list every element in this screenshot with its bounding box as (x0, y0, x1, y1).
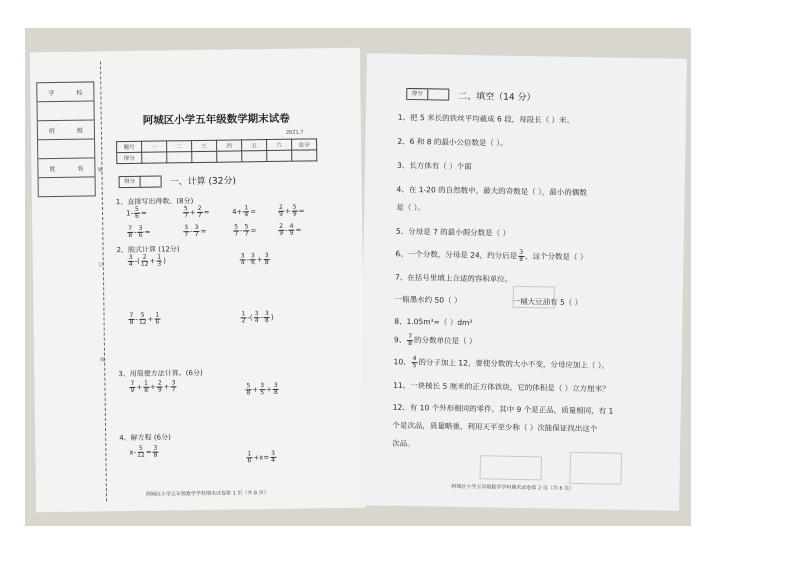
binding-line (100, 61, 107, 501)
q3-item-2: $\frac{5}{8}$ + $\frac{3}{5}$ + $\frac{3}{8}$ (246, 381, 278, 397)
fill-q1: 1、把 5 米长的铁丝平均截成 6 段，每段长（ ）米。 (397, 112, 575, 125)
page1-footer: 阿城区小学五年级数学学科期末试卷第 1 页（共 6 页） (145, 490, 269, 498)
q4-item-1: x- $\frac{5}{12}$ = $\frac{3}{8}$ (129, 444, 158, 459)
section2-score-box: 得分 (406, 88, 449, 101)
school-field: 学 校 (37, 82, 93, 102)
q1-title: 1、直接写出得数。(8分) (115, 197, 194, 207)
q1-item-8: $\frac{2}{9}$ - $\frac{4}{9}$ = (279, 222, 302, 237)
q1-item-2: $\frac{5}{7}$ + $\frac{2}{7}$ = (183, 204, 210, 220)
fill-q2: 2、6 和 8 的最小公倍数是（ ）。 (397, 136, 508, 148)
name-field: 姓 名 (38, 158, 94, 178)
section1-score-box: 得分 (119, 175, 162, 188)
class-field: 班 级 (38, 120, 94, 140)
fill-q8: 8、1.05m³=（ ）dm³ (394, 316, 473, 328)
fill-q5: 5、分母是 7 的最小假分数是（ ） (395, 226, 511, 238)
q4-item-2: $\frac{1}{6}$ +x= $\frac{3}{4}$ (247, 449, 276, 465)
faint-show-through (480, 455, 542, 480)
q1-item-7: $\frac{5}{7}$ - $\frac{5}{7}$ = (234, 223, 257, 238)
photo-background (25, 28, 691, 526)
score-table: 题号 一 二 三 四 五 六 总分 得分 (116, 138, 317, 164)
q1-item-6: $\frac{3}{7}$ - $\frac{3}{7}$ = (184, 223, 207, 239)
exam-page-2 (359, 53, 687, 511)
fill-q12a: 12、有 10 个外形相同的零件，其中 9 个是正品，质量相同，有 1 (392, 402, 614, 416)
q3-title: 3、用简便方法计算。(6分) (118, 368, 203, 379)
exam-page-1 (30, 48, 366, 513)
q2-item-3: $\frac{7}{8}$ - $\frac{5}{12}$ + $\frac{1}{6}$ (129, 311, 160, 326)
fill-q3: 3、长方体有（ ）个面 (396, 160, 472, 172)
q2-item-1: $\frac{3}{4}$ -( $\frac{2}{12}$ + $\frac{1}{3}$ ) (128, 253, 166, 268)
fill-q12b: 个是次品，质量略重，利用天平至少称（ ）次能保证找出这个 (392, 420, 598, 434)
fill-q11: 11、一块棱长 5 厘米的正方体铁块，它的体积是（ ）立方厘米？ (393, 380, 610, 394)
page2-footer: 阿城区小学五年级数学学科期末试卷第 2 页（共 6 页） (451, 483, 575, 492)
fill-q7: 7、在括号里填上合适的容积单位。 (394, 272, 513, 284)
student-info-box (36, 81, 96, 197)
q2-item-2: $\frac{3}{4}$ - $\frac{3}{6}$ + $\frac{3}{8}$ (240, 252, 269, 267)
fill-q9: 9、 $\frac{7}{8}$ 的分数单位是（ ） (393, 333, 477, 348)
fill-q7b: 一桶大豆油有 5（ ） (512, 296, 583, 308)
binding-mark-2: 订 (98, 262, 104, 269)
q1-item-1: 1- $\frac{5}{6}$ = (126, 205, 147, 220)
fill-q7a: 一瓶墨水约 50（ ） (394, 294, 462, 305)
q3-item-1: $\frac{7}{9}$ + $\frac{1}{8}$ + $\frac{2}{9}$ + $\frac{3}{7}$ (130, 379, 176, 394)
exam-title: 阿城区小学五年级数学期末试卷 (142, 112, 290, 127)
q2-title: 2、脱式计算 (12分) (116, 245, 180, 255)
fill-q6: 6、一个分数，分母是 24，约分后是 $\frac{3}{8}$ ，这个分数是（ ） (395, 248, 588, 263)
q1-item-4: $\frac{2}{9}$ + $\frac{5}{9}$ = (278, 203, 305, 218)
q4-title: 4、解方程 (6分) (119, 433, 171, 443)
fill-q12c: 次品。 (392, 438, 415, 449)
faint-show-through (569, 452, 622, 485)
section2-title: 二、填空（14 分） (458, 91, 536, 104)
exam-date: 2021.7 (285, 129, 304, 136)
fill-q4a: 4、在 1-20 的自然数中，最大的奇数是（ ），最小的偶数 (396, 184, 587, 198)
binding-mark-1: 装 (97, 167, 103, 174)
section1-title: 一、计算 (32分) (169, 176, 237, 188)
binding-mark-3: 线 (100, 357, 106, 364)
q2-item-4: $\frac{1}{2}$ -( $\frac{3}{4}$ - $\frac{3}{8}$ ) (241, 310, 274, 325)
fill-q10: 10、 $\frac{4}{5}$ 的分子加上 12，要使分数的大小不变，分母应加上（ ）。 (393, 355, 610, 371)
fill-q4b: 是（ ）。 (396, 202, 425, 213)
q1-item-3: 4+ $\frac{1}{4}$ = (231, 204, 257, 219)
q1-item-5: $\frac{7}{8}$ - $\frac{3}{6}$ = (128, 224, 151, 239)
